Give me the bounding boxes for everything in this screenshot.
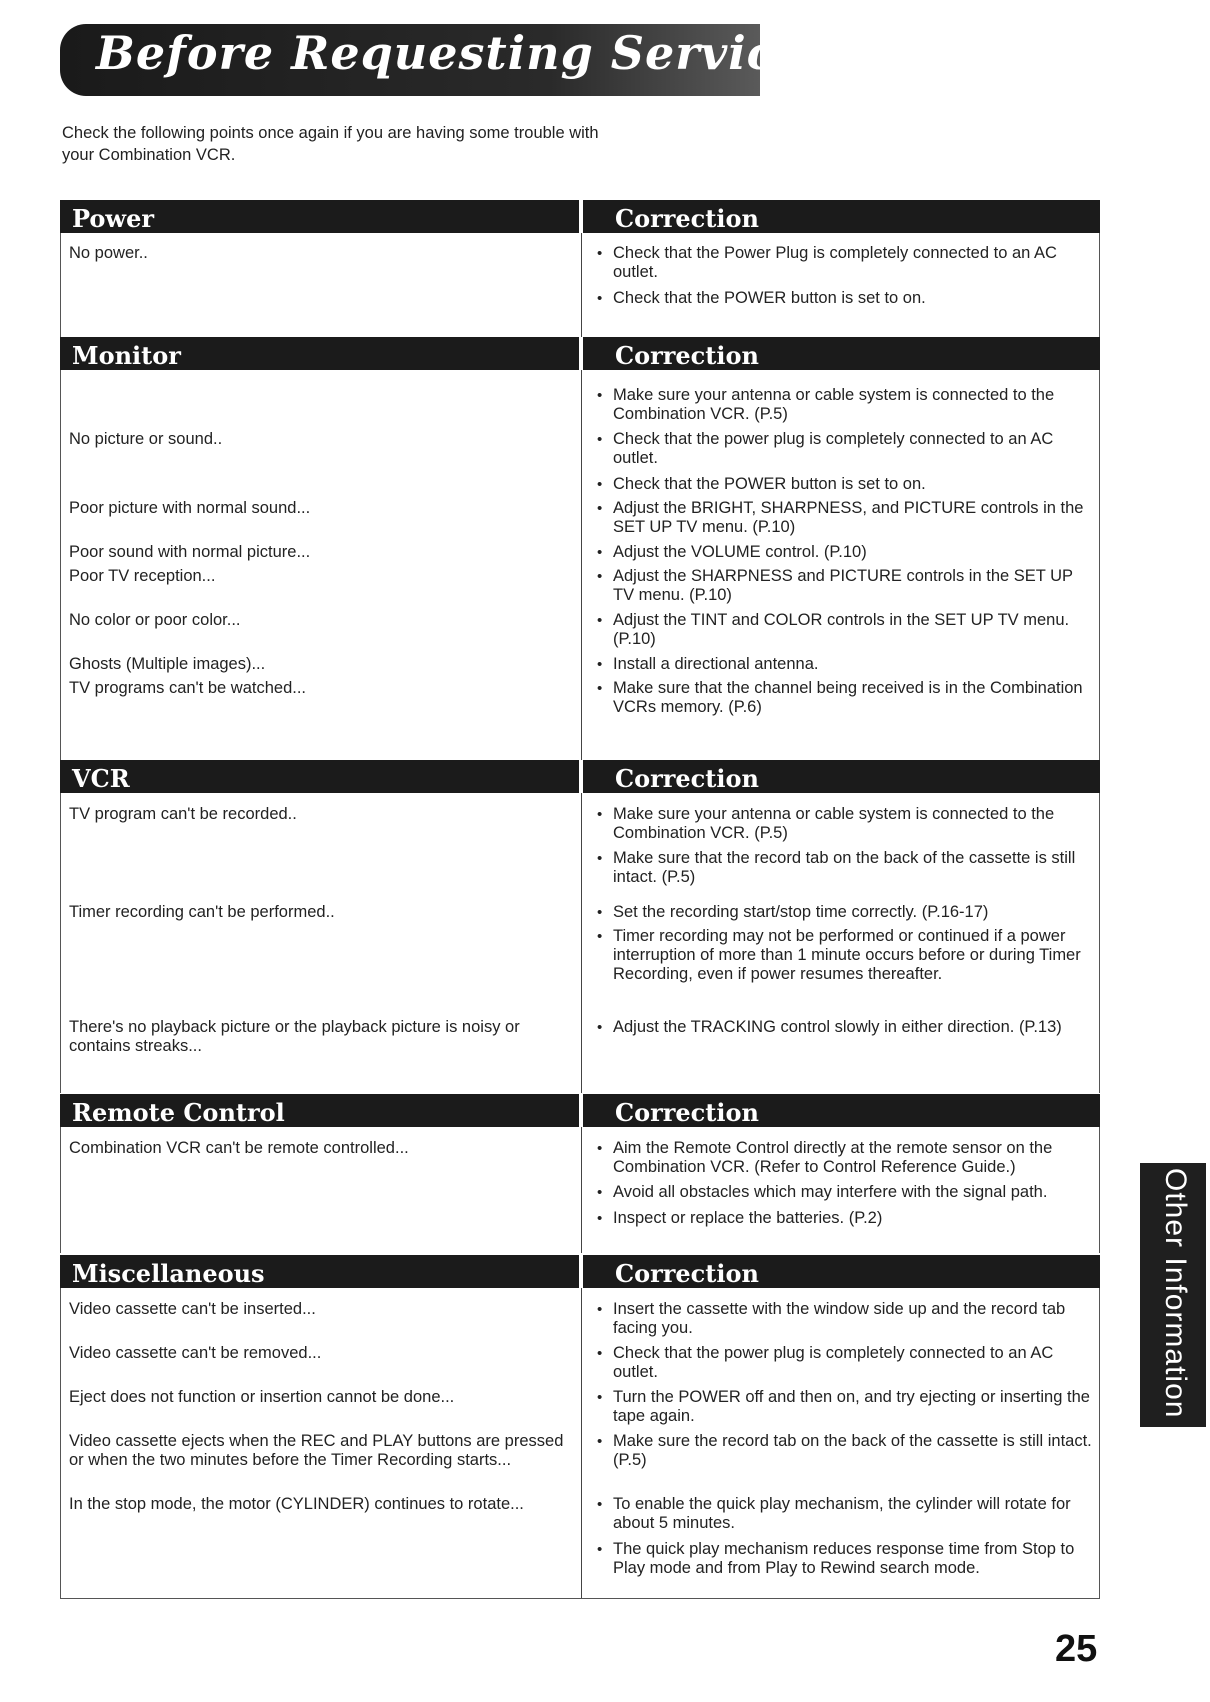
monitor-section xyxy=(60,337,1100,760)
vcr-section xyxy=(60,760,1100,1093)
problem-item: TV programs can't be watched... xyxy=(69,679,307,697)
correction-heading: Correction xyxy=(615,204,759,233)
section-header xyxy=(60,337,1100,370)
column-divider xyxy=(581,1288,582,1598)
column-divider xyxy=(581,233,582,337)
problem-item: In the stop mode, the motor (CYLINDER) continues to rotate... xyxy=(69,1495,524,1513)
section-body xyxy=(60,793,1100,1093)
correction-item: • Make sure the record tab on the back of the cassette is still intact. (P.5) xyxy=(613,1432,1093,1470)
table-bottom-border xyxy=(60,1598,1100,1599)
page-title: Before Requesting Service xyxy=(96,26,806,80)
column-divider xyxy=(581,370,582,760)
correction-item: • Adjust the TINT and COLOR controls in the SET UP TV menu. (P.10) xyxy=(613,611,1093,649)
section-body xyxy=(60,1288,1100,1598)
intro-text: Check the following points once again if you are having some trouble with your Combination VCR. xyxy=(62,124,599,164)
correction-item: • Make sure your antenna or cable system is connected to the Combination VCR. (P.5) xyxy=(613,805,1093,843)
correction-item: • Make sure that the channel being received is in the Combination VCRs memory. (P.6) xyxy=(613,679,1093,717)
correction-item: • Set the recording start/stop time correctly. (P.16-17) xyxy=(613,903,1093,922)
header-divider xyxy=(579,1094,583,1127)
section-header xyxy=(60,1094,1100,1127)
miscellaneous-section xyxy=(60,1255,1100,1598)
problem-item: Eject does not function or insertion cannot be done... xyxy=(69,1388,455,1406)
problem-item: No picture or sound.. xyxy=(69,430,223,448)
section-body xyxy=(60,233,1100,337)
correction-item: • Timer recording may not be performed or continued if a power interruption of more than 1 minute occurs before or during Timer Recording, even if power resumes thereafter. xyxy=(613,927,1093,984)
section-heading: Power xyxy=(72,204,154,233)
correction-item: • To enable the quick play mechanism, the cylinder will rotate for about 5 minutes. xyxy=(613,1495,1093,1533)
section-heading: VCR xyxy=(72,764,130,793)
correction-item: • Aim the Remote Control directly at the remote sensor on the Combination VCR. (Refer to Control Reference Guide.) xyxy=(613,1139,1093,1177)
problem-item: Video cassette ejects when the REC and PLAY buttons are pressed or when the two minutes before the Timer Recording starts... xyxy=(69,1432,564,1469)
column-divider xyxy=(581,1127,582,1253)
correction-item: • Adjust the SHARPNESS and PICTURE controls in the SET UP TV menu. (P.10) xyxy=(613,567,1093,605)
side-tab-label: Other Information xyxy=(1159,1168,1192,1419)
correction-item: • Check that the power plug is completely connected to an AC outlet. xyxy=(613,1344,1093,1382)
problem-item: No power.. xyxy=(69,244,148,262)
correction-item: • Turn the POWER off and then on, and try ejecting or inserting the tape again. xyxy=(613,1388,1093,1426)
problem-item: Video cassette can't be inserted... xyxy=(69,1300,316,1318)
remote-control-section xyxy=(60,1094,1100,1253)
header-divider xyxy=(579,760,583,793)
correction-item: • Adjust the BRIGHT, SHARPNESS, and PICTURE controls in the SET UP TV menu. (P.10) xyxy=(613,499,1093,537)
correction-item: • Check that the POWER button is set to on. xyxy=(613,475,1093,494)
correction-heading: Correction xyxy=(615,1098,759,1127)
correction-item: • Check that the POWER button is set to on. xyxy=(613,289,1093,308)
page-number: 25 xyxy=(1055,1628,1098,1670)
problem-item: Ghosts (Multiple images)... xyxy=(69,655,266,673)
section-body xyxy=(60,1127,1100,1253)
column-divider xyxy=(581,793,582,1093)
correction-item: • Avoid all obstacles which may interfere with the signal path. xyxy=(613,1183,1093,1202)
correction-item: • Make sure that the record tab on the back of the cassette is still intact. (P.5) xyxy=(613,849,1093,887)
problem-item: No color or poor color... xyxy=(69,611,241,629)
header-divider xyxy=(579,1255,583,1288)
problem-item: Video cassette can't be removed... xyxy=(69,1344,322,1362)
correction-heading: Correction xyxy=(615,1259,759,1288)
correction-item: • Install a directional antenna. xyxy=(613,655,1093,674)
correction-item: • Inspect or replace the batteries. (P.2) xyxy=(613,1209,1093,1228)
section-header xyxy=(60,760,1100,793)
problem-item: Poor TV reception... xyxy=(69,567,216,585)
correction-item: • Make sure your antenna or cable system is connected to the Combination VCR. (P.5) xyxy=(613,386,1093,424)
problem-item: Timer recording can't be performed.. xyxy=(69,903,335,921)
correction-item: • Check that the power plug is completely connected to an AC outlet. xyxy=(613,430,1093,468)
correction-item: • The quick play mechanism reduces response time from Stop to Play mode and from Play to Rewind search mode. xyxy=(613,1540,1093,1578)
problem-item: TV program can't be recorded.. xyxy=(69,805,297,823)
correction-item: • Adjust the TRACKING control slowly in either direction. (P.13) xyxy=(613,1018,1093,1037)
header-divider xyxy=(579,337,583,370)
section-heading: Monitor xyxy=(72,341,181,370)
section-heading: Remote Control xyxy=(72,1098,285,1127)
section-header xyxy=(60,200,1100,233)
problem-item: Combination VCR can't be remote controlled... xyxy=(69,1139,409,1157)
correction-item: • Adjust the VOLUME control. (P.10) xyxy=(613,543,1093,562)
correction-item: • Insert the cassette with the window side up and the record tab facing you. xyxy=(613,1300,1093,1338)
problem-item: There's no playback picture or the playback picture is noisy or contains streaks... xyxy=(69,1018,520,1055)
header-divider xyxy=(579,200,583,233)
problem-item: Poor sound with normal picture... xyxy=(69,543,311,561)
problem-item: Poor picture with normal sound... xyxy=(69,499,311,517)
section-header xyxy=(60,1255,1100,1288)
section-body xyxy=(60,370,1100,760)
power-section xyxy=(60,200,1100,337)
section-heading: Miscellaneous xyxy=(72,1259,265,1288)
correction-heading: Correction xyxy=(615,341,759,370)
correction-item: • Check that the Power Plug is completely connected to an AC outlet. xyxy=(613,244,1093,282)
correction-heading: Correction xyxy=(615,764,759,793)
